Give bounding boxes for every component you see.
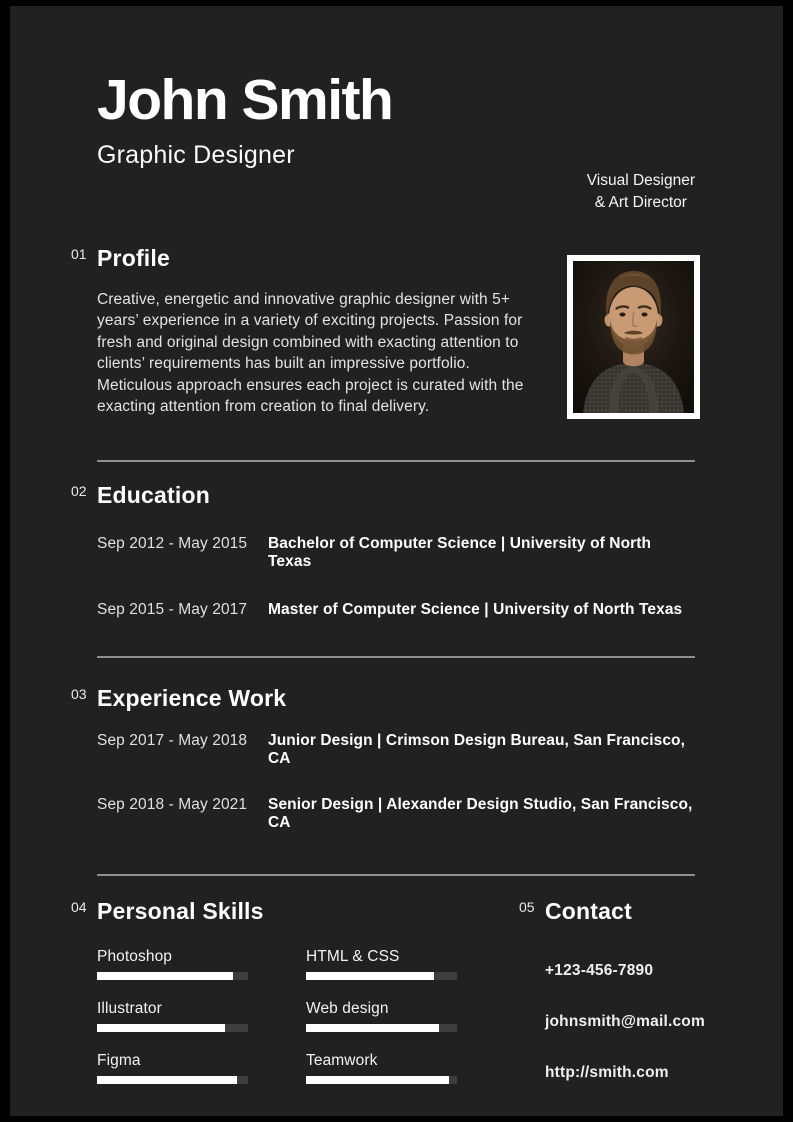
divider bbox=[97, 460, 695, 462]
skill-bar-track bbox=[306, 1024, 457, 1032]
contact-section-heading bbox=[519, 897, 705, 924]
profile-photo bbox=[573, 261, 694, 413]
skill-label: HTML & CSS bbox=[306, 948, 400, 966]
skill-bar-fill bbox=[306, 1024, 439, 1032]
education-row bbox=[97, 535, 695, 571]
section-title: Contact bbox=[545, 897, 633, 924]
skill-item bbox=[97, 1052, 248, 1084]
person-name: John Smith bbox=[97, 68, 393, 132]
date-range: Sep 2012 - May 2015 bbox=[97, 535, 248, 552]
job-title: Graphic Designer bbox=[97, 141, 295, 170]
contact-section bbox=[519, 897, 705, 1084]
header bbox=[97, 6, 695, 170]
contact-item: +123-456-7890 bbox=[545, 962, 654, 980]
skill-item bbox=[97, 1000, 248, 1032]
section-title: Profile bbox=[97, 245, 170, 272]
skill-bar-track bbox=[306, 972, 457, 980]
section-title: Personal Skills bbox=[97, 897, 264, 924]
skill-label: Teamwork bbox=[306, 1052, 378, 1070]
skill-bar-track bbox=[97, 1024, 248, 1032]
experience-row bbox=[97, 796, 695, 832]
divider bbox=[97, 874, 695, 876]
degree-detail: Bachelor of Computer Science | University of North Texas bbox=[268, 535, 652, 570]
skills-grid bbox=[97, 948, 457, 1084]
education-section-heading bbox=[71, 481, 695, 508]
skill-item bbox=[306, 1000, 457, 1032]
degree-detail: Master of Computer Science | University of North Texas bbox=[268, 600, 683, 618]
experience-section-heading bbox=[71, 685, 695, 712]
skill-bar-fill bbox=[306, 972, 434, 980]
photo-frame bbox=[567, 255, 700, 419]
skills-section-heading bbox=[71, 897, 457, 924]
tagline bbox=[587, 170, 695, 215]
experience-list bbox=[97, 732, 695, 832]
education-row bbox=[97, 601, 695, 619]
resume-card bbox=[10, 6, 783, 1116]
skill-item bbox=[306, 948, 457, 980]
section-number: 04 bbox=[71, 898, 87, 915]
skill-bar-track bbox=[97, 1076, 248, 1084]
experience-section bbox=[71, 685, 695, 832]
date-range: Sep 2018 - May 2021 bbox=[97, 796, 248, 814]
section-number: 03 bbox=[71, 686, 87, 703]
section-number: 02 bbox=[71, 482, 87, 499]
experience-row bbox=[97, 732, 695, 768]
skill-bar-track bbox=[97, 972, 248, 980]
skill-bar-fill bbox=[97, 1076, 237, 1084]
skill-bar-fill bbox=[97, 1024, 225, 1032]
skill-bar-fill bbox=[306, 1076, 449, 1084]
skill-item bbox=[97, 948, 248, 980]
resume-content bbox=[10, 6, 783, 1084]
skill-label: Illustrator bbox=[97, 1000, 162, 1018]
bottom-row bbox=[71, 897, 705, 1084]
contact-item: johnsmith@mail.com bbox=[545, 1013, 705, 1031]
section-number: 01 bbox=[71, 246, 87, 263]
divider bbox=[97, 656, 695, 658]
date-range: Sep 2017 - May 2018 bbox=[97, 731, 248, 749]
contact-list bbox=[545, 962, 705, 1082]
skill-label: Figma bbox=[97, 1052, 141, 1070]
date-range: Sep 2015 - May 2017 bbox=[97, 600, 248, 618]
education-list bbox=[97, 535, 695, 618]
skills-section bbox=[71, 897, 457, 1084]
skill-label: Web design bbox=[306, 1000, 389, 1018]
tagline-line1: Visual Designer bbox=[586, 172, 695, 189]
section-number: 05 bbox=[519, 898, 535, 915]
section-title: Experience Work bbox=[97, 685, 287, 712]
position-detail: Senior Design | Alexander Design Studio, San Francisco, CA bbox=[268, 796, 693, 832]
tagline-line2: & Art Director bbox=[594, 194, 687, 212]
skill-bar-track bbox=[306, 1076, 457, 1084]
profile-text: Creative, energetic and innovative graphic designer with 5+ years’ experience in a variety of exciting projects. Passion for fresh and original design combined with exacting attention to clients’ requirements has built an impressive portfolio. Meticulous approach ensures each project is curated with the exacting attention from creation to final delivery. bbox=[97, 290, 524, 416]
skill-label: Photoshop bbox=[97, 948, 173, 966]
education-section bbox=[71, 481, 695, 619]
position-detail: Junior Design | Crimson Design Bureau, San Francisco, CA bbox=[268, 731, 686, 767]
contact-item: http://smith.com bbox=[545, 1064, 669, 1082]
section-title: Education bbox=[97, 481, 210, 508]
skill-bar-fill bbox=[97, 972, 233, 980]
skill-item bbox=[306, 1052, 457, 1084]
